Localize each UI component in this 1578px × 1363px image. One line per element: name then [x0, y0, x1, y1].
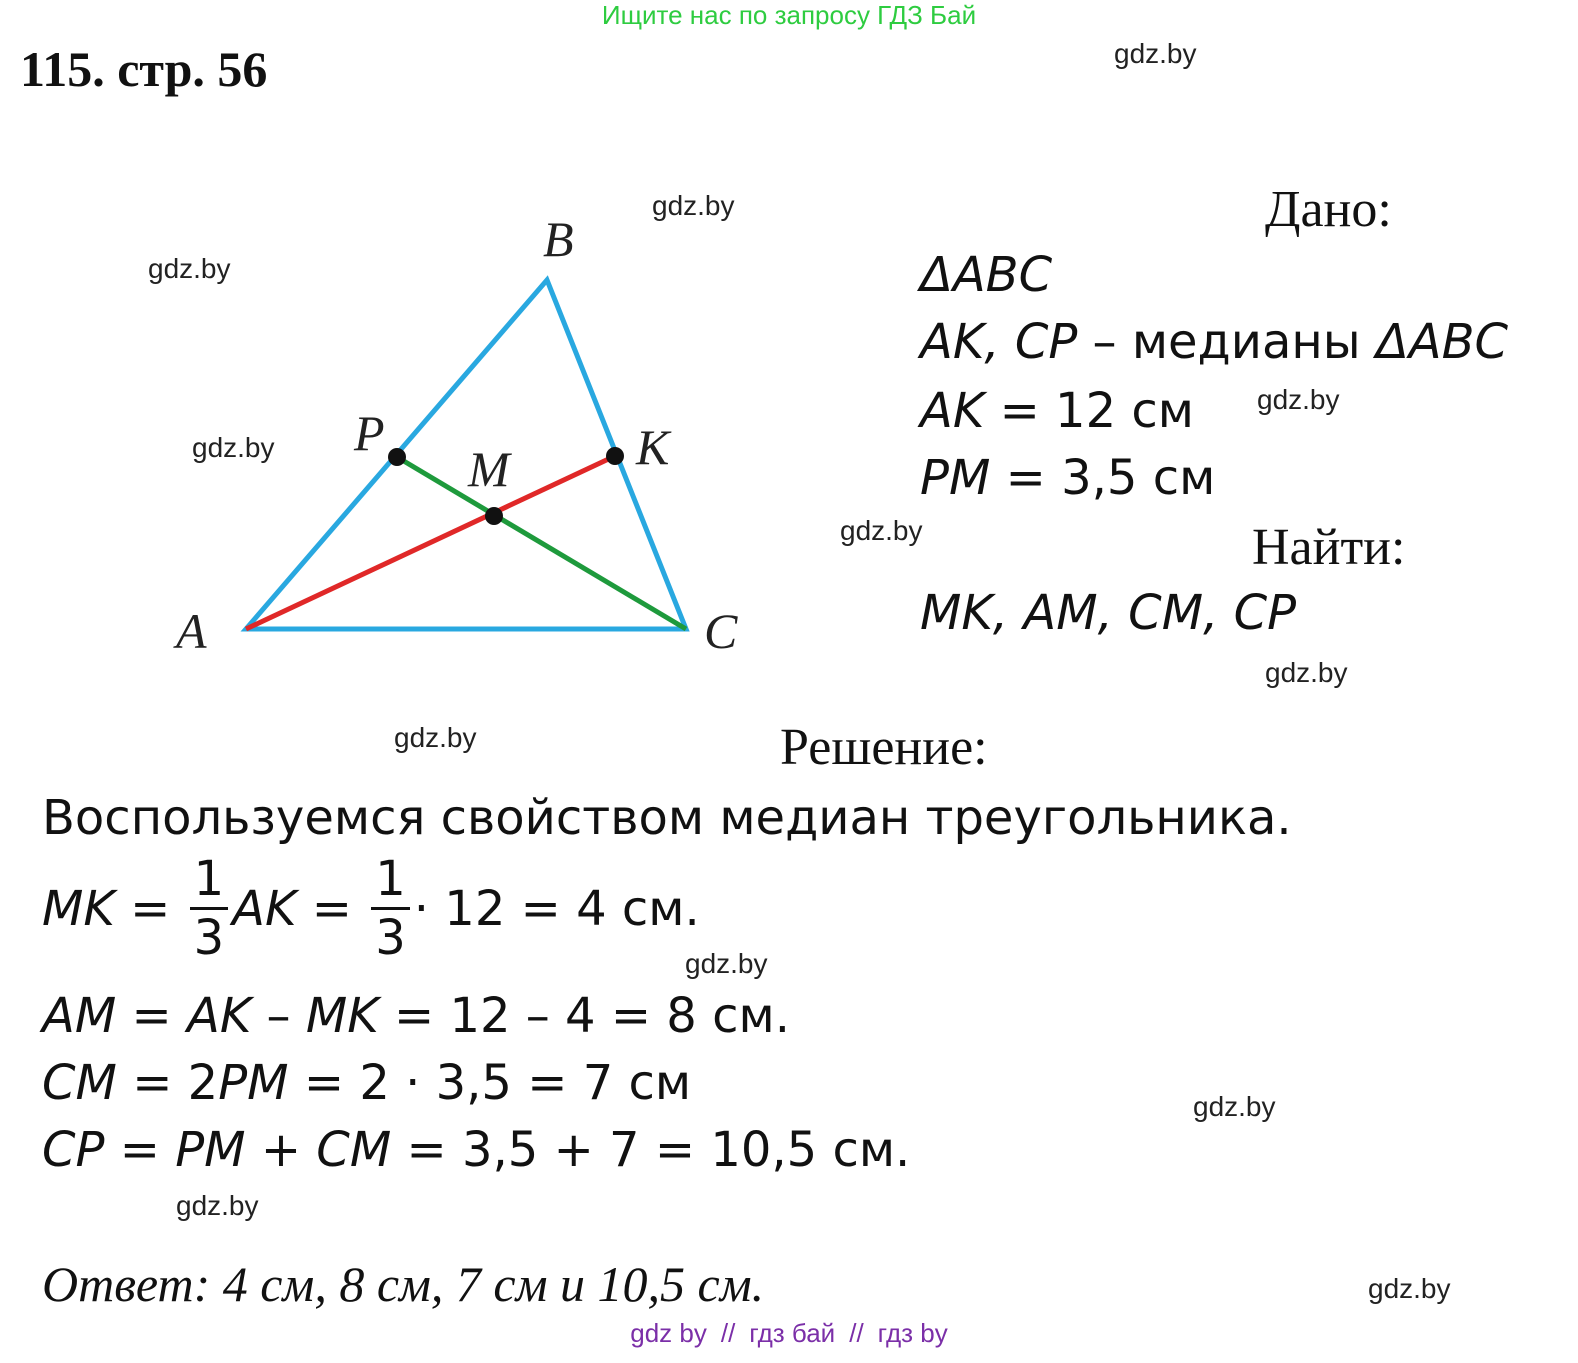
given-ak-name: AK	[920, 383, 985, 439]
answer: Ответ: 4 см, 8 см, 7 см и 10,5 см.	[42, 1256, 765, 1312]
given-pm-value: = 3,5 см	[990, 450, 1216, 506]
minus: –	[251, 988, 306, 1044]
footer-separator: //	[849, 1318, 864, 1348]
given-pm-name: PM	[920, 450, 991, 506]
point-k	[606, 447, 624, 465]
fraction-one-third	[371, 851, 410, 966]
solution-heading: Решение:	[780, 719, 988, 776]
solution-line-1	[42, 851, 700, 966]
given-medians-text: – медианы	[1077, 314, 1376, 370]
watermark: gdz.by	[685, 948, 768, 979]
top-banner: Ищите нас по запросу ГДЗ Бай	[601, 0, 977, 30]
footer-link[interactable]: гдз by	[877, 1318, 948, 1348]
fraction-denominator: 3	[193, 910, 225, 966]
find-values-text: MK, AM, CM, CP	[920, 585, 1297, 641]
label-p: P	[354, 405, 385, 461]
given-triangle-text: ΔABC	[920, 247, 1053, 303]
watermark: gdz.by	[1265, 657, 1348, 688]
mk-symbol: MK	[305, 988, 379, 1044]
cm-result: = 2 · 3,5 = 7 см	[288, 1055, 692, 1111]
watermark: gdz.by	[1193, 1091, 1276, 1122]
watermark: gdz.by	[176, 1190, 259, 1221]
solution-line-4	[42, 1122, 910, 1178]
point-m	[485, 507, 503, 525]
fraction-numerator: 1	[190, 855, 229, 910]
pm-symbol: PM	[175, 1122, 246, 1178]
equals: =	[116, 988, 187, 1044]
footer-separator: //	[720, 1318, 736, 1348]
footer-link[interactable]: гдз бай	[749, 1318, 836, 1348]
pm-symbol: PM	[218, 1055, 289, 1111]
watermark: gdz.by	[1368, 1273, 1451, 1304]
label-m: M	[468, 441, 510, 497]
label-k: K	[636, 419, 670, 475]
task-title: 115. стр. 56	[20, 41, 268, 97]
given-medians	[920, 314, 1508, 370]
am-result: = 12 – 4 = 8 см.	[378, 988, 790, 1044]
equals: =	[104, 1122, 176, 1178]
given-heading: Дано:	[1265, 181, 1392, 238]
given-ak	[920, 383, 1194, 439]
label-b: B	[543, 211, 574, 267]
mk-symbol: MK	[42, 880, 115, 937]
fraction-numerator: 1	[371, 855, 410, 910]
fraction-one-third	[190, 851, 229, 966]
median-cp	[397, 457, 686, 629]
given-triangle	[920, 247, 1052, 303]
find-heading: Найти:	[1252, 519, 1406, 576]
solution-line-3	[42, 1055, 691, 1111]
fraction-denominator: 3	[375, 910, 406, 966]
watermark: gdz.by	[840, 515, 923, 546]
solution-line-2	[42, 988, 790, 1044]
watermark: gdz.by	[1257, 384, 1340, 415]
watermark: gdz.by	[1114, 38, 1197, 69]
triangle-figure	[160, 200, 780, 680]
watermark: gdz.by	[652, 190, 735, 221]
label-a: A	[176, 603, 207, 659]
cm-symbol: CM	[316, 1122, 392, 1178]
watermark: gdz.by	[394, 722, 477, 753]
given-pm	[920, 450, 1215, 506]
median-ak	[246, 456, 615, 629]
watermark: gdz.by	[192, 432, 275, 463]
equals: =	[296, 880, 368, 937]
find-values	[920, 585, 1296, 641]
am-symbol: AM	[42, 988, 117, 1044]
label-c: C	[704, 603, 738, 659]
equals: =	[114, 880, 186, 937]
mk-result: · 12 = 4 см.	[413, 880, 700, 937]
equals-two: = 2	[116, 1055, 219, 1111]
footer	[0, 1318, 1578, 1349]
plus: +	[245, 1122, 317, 1178]
solution-intro: Воспользуемся свойством медиан треугольника.	[42, 790, 1292, 846]
cp-result: = 3,5 + 7 = 10,5 см.	[391, 1122, 911, 1178]
cm-symbol: CM	[42, 1055, 117, 1111]
given-ak-value: = 12 см	[984, 383, 1194, 439]
footer-link[interactable]: gdz by	[630, 1318, 707, 1348]
watermark: gdz.by	[148, 253, 231, 284]
given-medians-names: AK, CP	[920, 314, 1078, 370]
ak-symbol: AK	[186, 988, 252, 1044]
point-p	[388, 448, 406, 466]
cp-symbol: CP	[42, 1122, 105, 1178]
ak-symbol: AK	[232, 880, 297, 937]
given-medians-triangle: ΔABC	[1375, 314, 1509, 370]
